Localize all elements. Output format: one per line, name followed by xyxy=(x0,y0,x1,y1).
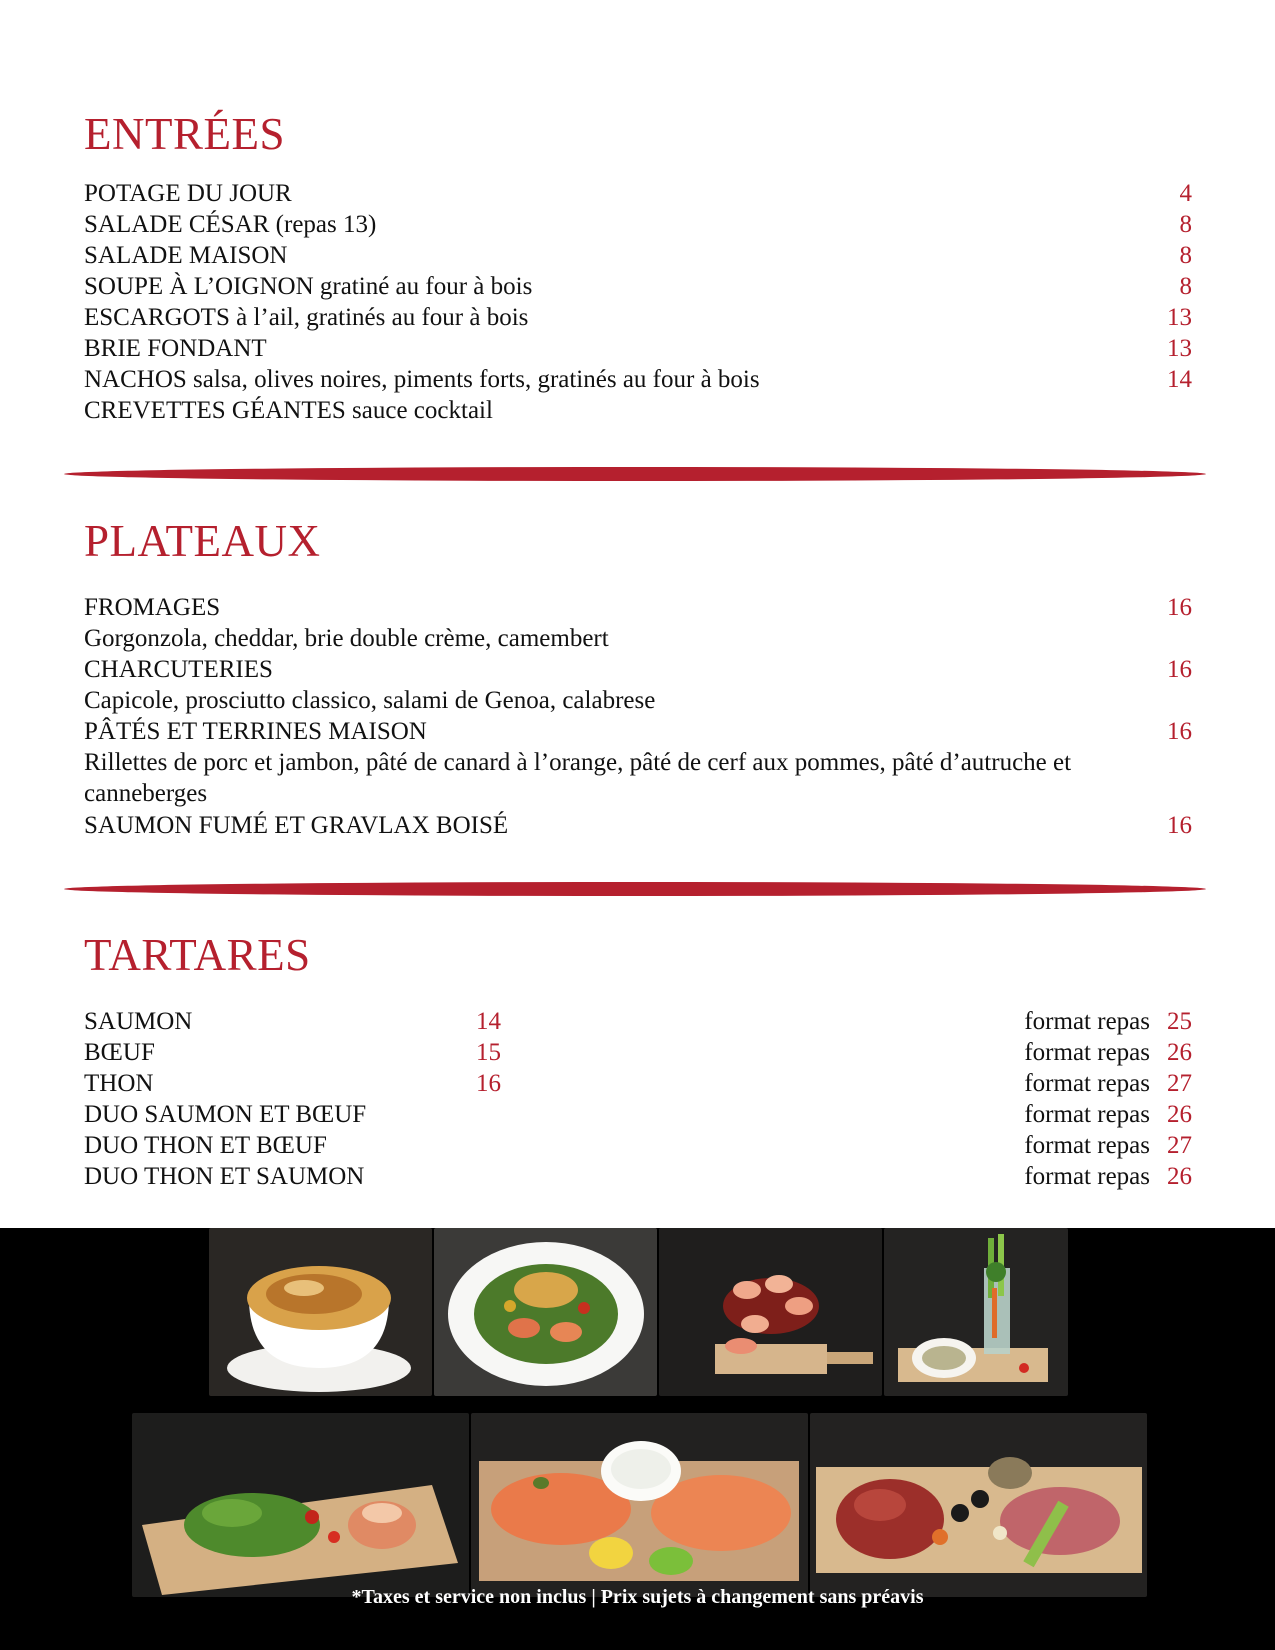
tartare-row xyxy=(84,1006,1192,1037)
meal-price: 26 xyxy=(1167,1163,1192,1190)
footnote: *Taxes et service non inclus | Prix sujets à changement sans préavis xyxy=(351,1586,924,1608)
meal-price: 26 xyxy=(1167,1101,1192,1128)
item-name: DUO THON ET SAUMON xyxy=(84,1163,365,1190)
meal-price: 27 xyxy=(1167,1132,1192,1159)
item-price: 16 xyxy=(1167,718,1192,745)
smoked-salmon-photo xyxy=(471,1413,808,1597)
entree-row xyxy=(84,209,1192,240)
format-label: format repas xyxy=(1024,1039,1150,1066)
item-name: POTAGE DU JOUR xyxy=(84,180,292,207)
format-label: format repas xyxy=(1024,1008,1150,1035)
entree-row xyxy=(84,178,1192,209)
item-price: 13 xyxy=(1167,304,1192,331)
item-name: SALADE MAISON xyxy=(84,242,288,269)
plateau-row xyxy=(84,716,1192,747)
tartare-row xyxy=(84,1161,1192,1192)
onion-soup-photo xyxy=(209,1228,432,1396)
plateau-row xyxy=(84,810,1192,841)
meal-price: 26 xyxy=(1167,1039,1192,1066)
item-name: CREVETTES GÉANTES sauce cocktail xyxy=(84,397,493,424)
item-price: 14 xyxy=(1167,366,1192,393)
shrimp-salad-photo xyxy=(434,1228,657,1396)
entree-row xyxy=(84,240,1192,271)
tartare-row xyxy=(84,1068,1192,1099)
item-price: 16 xyxy=(476,1070,501,1097)
item-price: 14 xyxy=(476,1008,501,1035)
format-label: format repas xyxy=(1024,1070,1150,1097)
shrimp-cocktail-photo xyxy=(659,1228,882,1396)
section-divider xyxy=(64,467,1206,481)
entree-row xyxy=(84,364,1192,395)
format-label: format repas xyxy=(1024,1101,1150,1128)
item-name: FROMAGES xyxy=(84,594,221,621)
entree-row xyxy=(84,302,1192,333)
item-name: ESCARGOTS à l’ail, gratinés au four à bois xyxy=(84,304,529,331)
format-label: format repas xyxy=(1024,1132,1150,1159)
item-price: 8 xyxy=(1179,242,1192,269)
item-name: SAUMON FUMÉ ET GRAVLAX BOISÉ xyxy=(84,812,509,839)
item-description: Capicole, prosciutto classico, salami de Genoa, calabrese xyxy=(84,687,656,714)
item-description: Rillettes de porc et jambon, pâté de canard à l’orange, pâté de cerf aux pommes, pâté d’autruche et canneberges xyxy=(84,749,1072,807)
item-name: BRIE FONDANT xyxy=(84,335,267,362)
item-name: CHARCUTERIES xyxy=(84,656,273,683)
item-price: 16 xyxy=(1167,812,1192,839)
crudites-photo xyxy=(884,1228,1068,1396)
item-name: SOUPE À L’OIGNON gratiné au four à bois xyxy=(84,273,533,300)
item-name: DUO THON ET BŒUF xyxy=(84,1132,327,1159)
entree-row xyxy=(84,271,1192,302)
item-price: 8 xyxy=(1179,211,1192,238)
item-name: BŒUF xyxy=(84,1039,155,1066)
tartare-row xyxy=(84,1099,1192,1130)
section-divider xyxy=(64,882,1206,896)
item-name: DUO SAUMON ET BŒUF xyxy=(84,1101,367,1128)
item-name: PÂTÉS ET TERRINES MAISON xyxy=(84,718,427,745)
plateau-row xyxy=(84,592,1192,623)
item-price: 16 xyxy=(1167,594,1192,621)
item-price: 13 xyxy=(1167,335,1192,362)
entree-row xyxy=(84,395,1192,426)
item-name: SAUMON xyxy=(84,1008,193,1035)
item-name: NACHOS salsa, olives noires, piments forts, gratinés au four à bois xyxy=(84,366,760,393)
tartare-row xyxy=(84,1037,1192,1068)
tartares-title: TARTARES xyxy=(84,930,311,980)
item-description: Gorgonzola, cheddar, brie double crème, camembert xyxy=(84,625,609,652)
entrees-title: ENTRÉES xyxy=(84,109,285,159)
item-price: 15 xyxy=(476,1039,501,1066)
item-price: 16 xyxy=(1167,656,1192,683)
item-price: 8 xyxy=(1179,273,1192,300)
tartare-board-photo xyxy=(132,1413,469,1597)
entree-row xyxy=(84,333,1192,364)
item-name: THON xyxy=(84,1070,154,1097)
meal-price: 27 xyxy=(1167,1070,1192,1097)
meal-price: 25 xyxy=(1167,1008,1192,1035)
item-price: 4 xyxy=(1179,180,1192,207)
charcuterie-photo xyxy=(810,1413,1147,1597)
plateau-row xyxy=(84,654,1192,685)
format-label: format repas xyxy=(1024,1163,1150,1190)
plateaux-title: PLATEAUX xyxy=(84,516,321,566)
tartare-row xyxy=(84,1130,1192,1161)
item-name: SALADE CÉSAR (repas 13) xyxy=(84,211,377,238)
